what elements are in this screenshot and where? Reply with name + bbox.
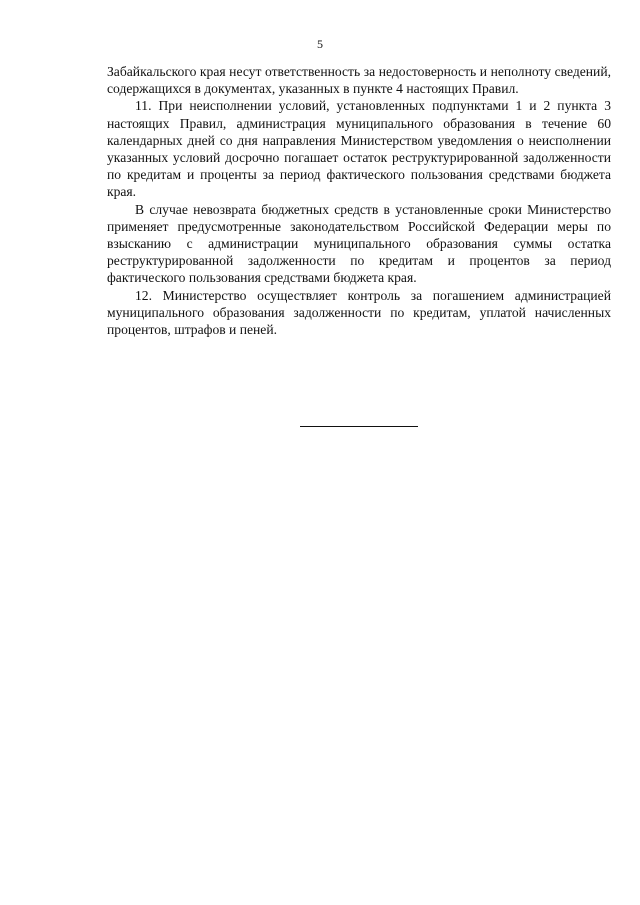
paragraph-continuation: Забайкальского края несут ответственность за недостоверность и неполноту сведений, содержащихся в документах, указанных в пункте 4 настоящих Правил. (107, 64, 611, 97)
paragraph-item-12: 12. Министерство осуществляет контроль за погашением администрацией муниципального образования задолженности по кредитам, уплатой начисленных процентов, штрафов и пеней. (107, 287, 611, 338)
document-body (107, 63, 611, 338)
paragraph-non-return: В случае невозврата бюджетных средств в установленные сроки Министерство применяет предусмотренные законодательством Российской Федерации меры по взысканию с администрации муниципального образования суммы остатка реструктурированной задолженности по кредитам и процентов за период фактического пользования средствами бюджета края. (107, 201, 611, 286)
end-of-text-divider (300, 426, 418, 427)
page-number: 5 (317, 37, 323, 51)
paragraph-item-11: 11. При неисполнении условий, установленных подпунктами 1 и 2 пункта 3 настоящих Правил, администрация муниципального образования в течение 60 календарных дней со дня направления Министерством уведомления о неисполнении указанных условий досрочно погашает остаток реструктурированной задолженности по кредитам и проценты за период фактического пользования средствами бюджета края. (107, 98, 611, 200)
